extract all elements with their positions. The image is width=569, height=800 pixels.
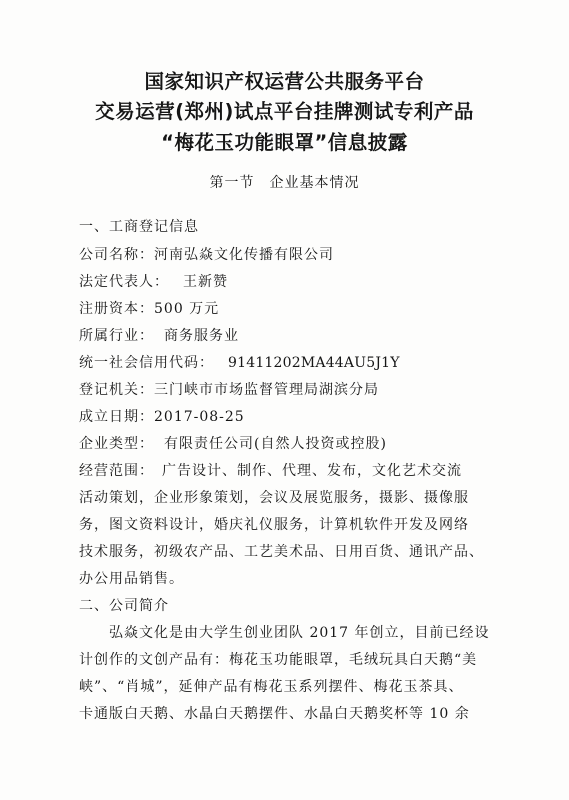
authority-label: 登记机关： xyxy=(79,382,154,398)
profile-line-4: 卡通版白天鹅、水晶白天鹅摆件、水晶白天鹅奖杯等 10 余 xyxy=(79,706,470,722)
authority-row xyxy=(79,379,379,399)
credit-code-row xyxy=(79,352,400,372)
credit-code-value: 91411202MA44AU5J1Y xyxy=(228,355,400,371)
registration-heading: 一、工商登记信息 xyxy=(79,219,199,235)
industry-value: 商务服务业 xyxy=(164,328,239,344)
scope-line-3: 务，图文资料设计，婚庆礼仪服务，计算机软件开发及网络 xyxy=(79,517,469,533)
company-type-value: 有限责任公司(自然人投资或控股) xyxy=(164,436,387,452)
industry-row xyxy=(79,325,239,345)
profile-line-3: 峡”、“肖城”，延伸产品有梅花玉系列摆件、梅花玉茶具、 xyxy=(79,679,464,695)
title-line-3: “梅花玉功能眼罩”信息披露 xyxy=(161,131,408,154)
capital-label: 注册资本： xyxy=(79,301,154,317)
company-type-row xyxy=(79,433,387,453)
founded-row xyxy=(79,406,245,426)
capital-row xyxy=(79,298,219,318)
capital-value: 500 万元 xyxy=(154,301,220,317)
founded-label: 成立日期： xyxy=(79,409,154,425)
credit-code-label: 统一社会信用代码： xyxy=(79,355,214,371)
scope-line-4: 技术服务，初级农产品、工艺美术品、日用百货、通讯产品、 xyxy=(79,544,484,560)
company-name-row xyxy=(79,244,334,264)
company-name-label: 公司名称： xyxy=(79,247,154,263)
scope-line-2: 活动策划，企业形象策划，会议及展览服务，摄影、摄像服 xyxy=(79,490,469,506)
founded-value: 2017-08-25 xyxy=(154,409,245,425)
title-line-1: 国家知识产权运营公共服务平台 xyxy=(144,70,425,93)
section-title: 第一节 企业基本情况 xyxy=(209,175,360,191)
scope-line-5: 办公用品销售。 xyxy=(79,571,184,587)
title-line-2: 交易运营(郑州)试点平台挂牌测试专利产品 xyxy=(95,100,474,123)
legal-rep-label: 法定代表人： xyxy=(79,274,169,290)
company-type-label: 企业类型： xyxy=(79,436,154,452)
profile-line-2: 计创作的文创产品有：梅花玉功能眼罩，毛绒玩具白天鹅“美 xyxy=(79,652,478,668)
profile-heading: 二、公司简介 xyxy=(79,598,169,614)
legal-rep-value: 王新赞 xyxy=(183,274,228,290)
authority-value: 三门峡市市场监督管理局湖滨分局 xyxy=(154,382,379,398)
industry-label: 所属行业： xyxy=(79,328,154,344)
scope-line-1: 经营范围： 广告设计、制作、代理、发布，文化艺术交流 xyxy=(79,463,462,479)
profile-line-1: 弘焱文化是由大学生创业团队 2017 年创立，目前已经设 xyxy=(109,625,490,641)
legal-rep-row xyxy=(79,271,228,291)
company-name-value: 河南弘焱文化传播有限公司 xyxy=(154,247,334,263)
